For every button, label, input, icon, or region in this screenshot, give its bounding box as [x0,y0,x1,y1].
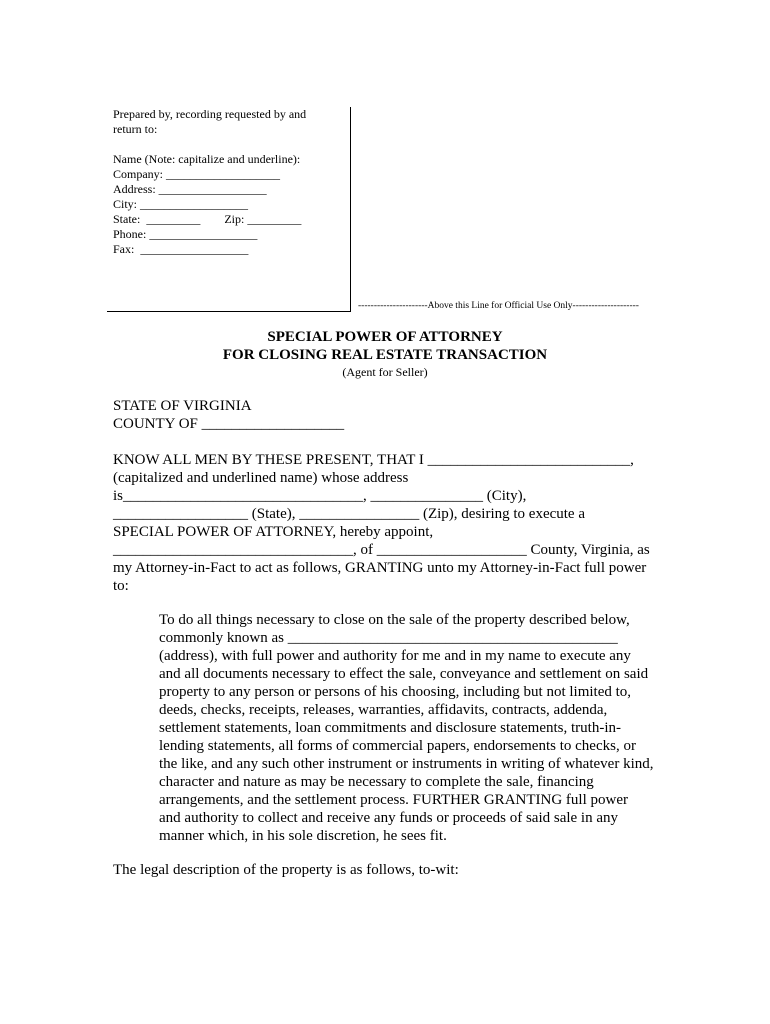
header-line: return to: [113,122,158,136]
fax-field: Fax: __________________ [113,242,249,256]
paragraph-line: and all documents necessary to effect the sale, conveyance and settlement on said [159,666,649,682]
paragraph-line: deeds, checks, receipts, releases, warranties, affidavits, contracts, addenda, [159,702,608,718]
state-line: STATE OF VIRGINIA [113,398,252,414]
county-line: COUNTY OF ___________________ [113,416,345,432]
official-use-line: ----------------------Above this Line for Official Use Only--------------------- [358,301,639,311]
paragraph-line: (address), with full power and authority for me and in my name to execute any [159,648,631,664]
powers-paragraph [159,611,664,845]
paragraph-line: settlement statements, loan commitments and disclosure statements, truth-in- [159,720,621,736]
paragraph-line: and authority to collect and receive any funds or proceeds of said sale in any [159,810,619,826]
paragraph-line: to: [113,578,129,594]
appointment-paragraph [113,451,658,595]
document-subtitle: (Agent for Seller) [342,365,428,379]
paragraph-line: lending statements, all forms of commercial papers, endorsements to checks, or [159,738,636,754]
paragraph-line: KNOW ALL MEN BY THESE PRESENT, THAT I ___________________________, [113,452,634,468]
paragraph-line: __________________ (State), ________________ (Zip), desiring to execute a [113,506,586,522]
paragraph-line: my Attorney-in-Fact to act as follows, GRANTING unto my Attorney-in-Fact full power [113,560,647,576]
paragraph-line: To do all things necessary to close on the sale of the property described below, [159,612,630,628]
header-vertical-divider [350,107,351,312]
paragraph-line: commonly known as ____________________________________________ [159,630,618,646]
document-title-line2: FOR CLOSING REAL ESTATE TRANSACTION [222,347,548,363]
paragraph-line: the like, and any such other instrument or instruments in writing of whatever kind, [159,756,654,772]
header-blank-line [113,137,343,152]
document-title: SPECIAL POWER OF ATTORNEY [267,329,503,345]
paragraph-line: property to any person or persons of his choosing, including but not limited to, [159,684,632,700]
paragraph-line: SPECIAL POWER OF ATTORNEY, hereby appoint, [113,524,434,540]
city-field: City: __________________ [113,197,249,211]
header-horizontal-divider [107,311,351,312]
address-field: Address: __________________ [113,182,267,196]
paragraph-line: character and nature as may be necessary to complete the sale, financing [159,774,594,790]
paragraph-line: ________________________________, of ____________________ County, Virginia, as [113,542,650,558]
phone-field: Phone: __________________ [113,227,258,241]
paragraph-line: is________________________________, _______________ (City), [113,488,527,504]
header-line: Name (Note: capitalize and underline): [113,152,301,166]
paragraph-line: (capitalized and underlined name) whose address [113,470,409,486]
company-field: Company: ___________________ [113,167,280,181]
paragraph-line: manner which, in his sole discretion, he sees fit. [159,828,447,844]
legal-description-line: The legal description of the property is as follows, to-wit: [113,862,459,878]
state-county-block [113,397,658,433]
prepared-by-block [113,107,343,257]
header-line: Prepared by, recording requested by and [113,107,307,121]
state-zip-field: State: _________ Zip: _________ [113,212,302,226]
paragraph-line: arrangements, and the settlement process. FURTHER GRANTING full power [159,792,628,808]
